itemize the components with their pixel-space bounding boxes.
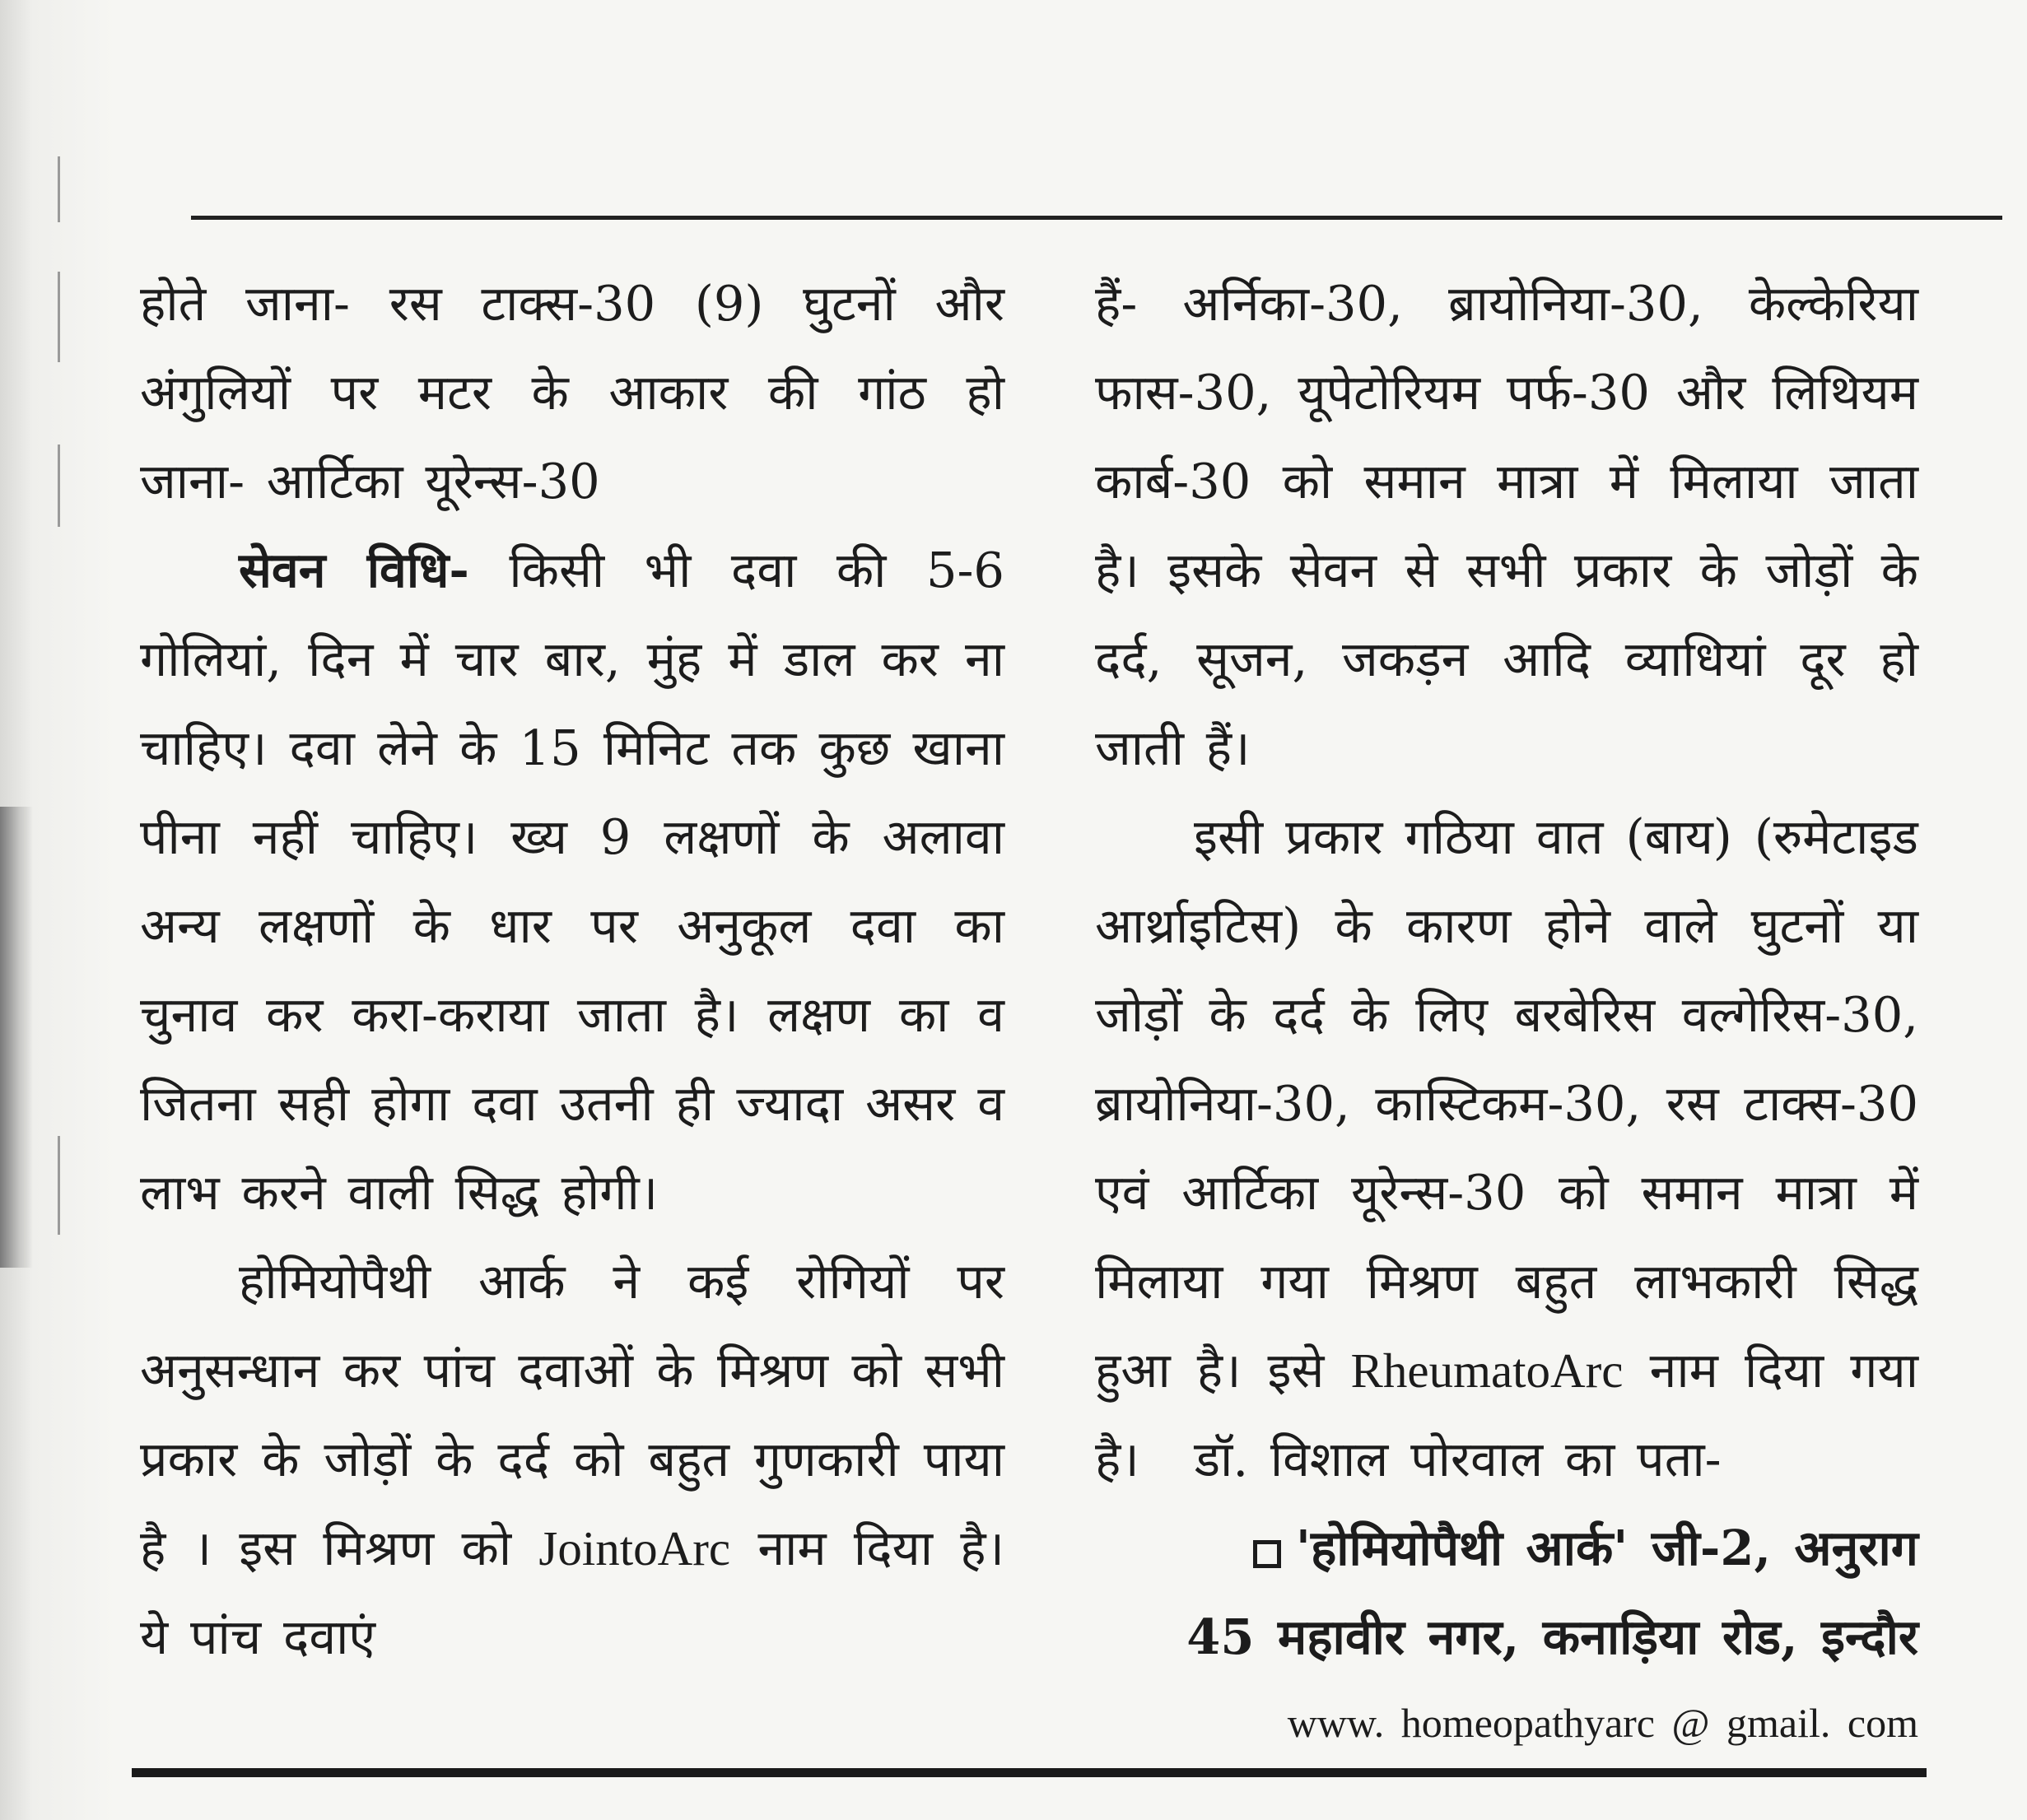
research-text-end: नाम दिया है। ये पांच दवाएं xyxy=(140,1520,1004,1665)
scan-edge-shadow xyxy=(0,807,33,1268)
email-address: www. homeopathyarc @ gmail. com xyxy=(1287,1700,1918,1746)
fold-mark xyxy=(58,445,60,527)
gout-text-end: नाम दिया गया है। xyxy=(1095,1342,1918,1487)
fold-mark xyxy=(58,156,60,222)
address-line-2: 45 महावीर नगर, कनाड़िया रोड, इन्दौर xyxy=(1186,1608,1918,1665)
fold-mark xyxy=(58,1136,60,1235)
address-line-1-text: 'होमियोपैथी आर्क' जी-2, अनुराग xyxy=(1295,1520,1918,1576)
left-para-2 xyxy=(140,526,1004,1237)
jointoarc-brand: JointoArc xyxy=(538,1521,731,1576)
address-line-1 xyxy=(1095,1504,1918,1593)
right-para-1: हैं- अर्निका-30, ब्रायोनिया-30, केल्केरिया फास-30, यूपेटोरियम पर्फ-30 और लिथियम कार्ब-30 को समान मात्रा में मिलाया जाता है। इसके सेवन से सभी प्रकार के जोड़ों के दर्द, सूजन, जकड़न आदि व्याधियां दूर हो जाती हैं। xyxy=(1095,275,1918,776)
fold-mark xyxy=(58,272,60,362)
top-rule xyxy=(191,216,2002,220)
gout-text: इसी प्रकार गठिया वात (बाय) (रुमेटाइड आर्थ्राइटिस) के कारण होने वाले घुटनों या जोड़ों के दर्द के लिए बरबेरिस वल्गेरिस-30, ब्रायोनिया-30, कास्टिकम-30, रस टाक्स-30 एवं आर्टिका यूरेन्स-30 को समान मात्रा में मिलाया गया मिश्रण बहुत लाभकारी सिद्ध हुआ है। इसे xyxy=(1095,808,1918,1399)
right-para-2 xyxy=(1095,793,1918,1504)
right-column xyxy=(1095,259,1918,1764)
left-column xyxy=(140,259,1004,1682)
research-text: होमियोपैथी आर्क ने कई रोगियों पर अनुसन्धान कर पांच दवाओं के मिश्रण को सभी प्रकार के जोड़ों के दर्द को बहुत गुणकारी पाया है । इस मिश्रण को xyxy=(140,1253,1004,1576)
bottom-rule xyxy=(132,1768,1927,1777)
left-para-1: होते जाना- रस टाक्स-30 (9) घुटनों और अंगुलियों पर मटर के आकार की गांठ हो जाना- आर्टिका यूरेन्स-30 xyxy=(140,275,1004,510)
left-para-3 xyxy=(140,1237,1004,1682)
usage-text: किसी भी दवा की 5-6 गोलियां, दिन में चार बार, मुंह में डाल कर ना चाहिए। दवा लेने के 15 मिनिट तक कुछ खाना पीना नहीं चाहिए। ख्य 9 लक्षणों के अलावा अन्य लक्षणों के धार पर अनुकूल दवा का चुनाव कर करा-कराया जाता है। लक्षण का व जितना सही होगा दवा उतनी ही ज्यादा असर व लाभ करने वाली सिद्ध होगी। xyxy=(140,542,1004,1221)
author-line: डॉ. विशाल पोरवाल का पता- xyxy=(1194,1431,1722,1487)
rheumatoarc-brand: RheumatoArc xyxy=(1350,1343,1624,1398)
usage-heading: सेवन विधि- xyxy=(239,542,469,598)
square-bullet-icon xyxy=(1253,1540,1281,1568)
